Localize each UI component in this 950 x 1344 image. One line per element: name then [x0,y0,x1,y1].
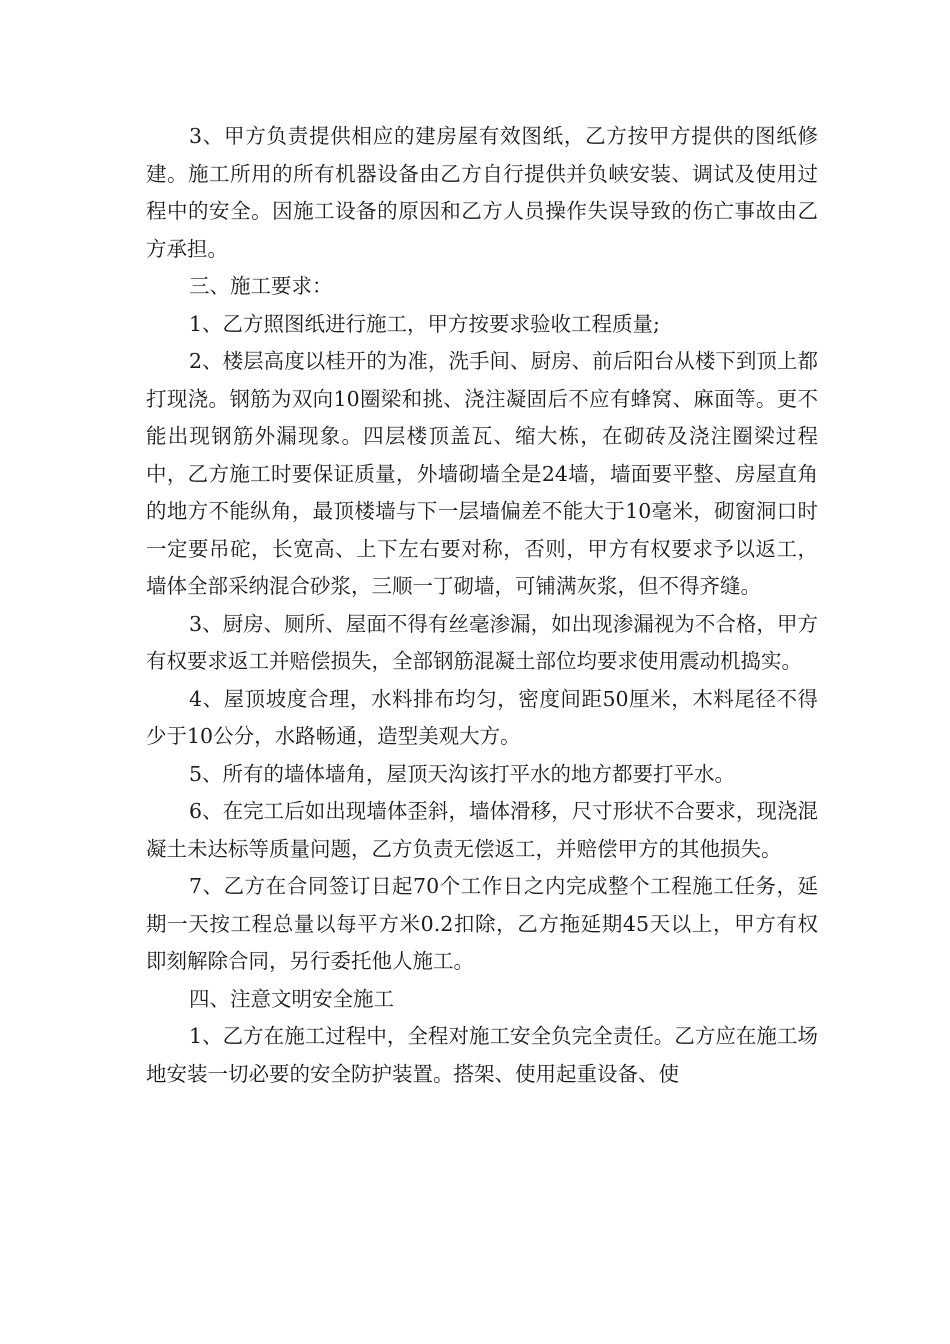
paragraph-requirement-1: 1、乙方照图纸进行施工，甲方按要求验收工程质量; [189,311,660,336]
paragraph-requirement-7: 7、乙方在合同签订日起70个工作日之内完成整个工程施工任务，延期一天按工程总量以每平方米0.2扣除，乙方拖延期45天以上，甲方有权即刻解除合同，另行委托他人施工。 [146,874,818,973]
paragraph-requirement-6: 6、在完工后如出现墙体歪斜，墙体滑移，尺寸形状不合要求，现浇混凝土未达标等质量问题，乙方负责无偿返工，并赔偿甲方的其他损失。 [146,799,818,861]
paragraph-requirement-5: 5、所有的墙体墙角，屋顶天沟该打平水的地方都要打平水。 [189,761,736,786]
section-heading-construction-requirements: 三、施工要求： [189,274,333,298]
paragraph-safety-1: 1、乙方在施工过程中，全程对施工安全负完全责任。乙方应在施工场地安装一切必要的安全防护装置。搭架、使用起重设备、使 [146,1024,818,1086]
section-heading-safety: 四、注意文明安全施工 [189,986,394,1011]
paragraph-requirement-3: 3、厨房、厕所、屋面不得有丝毫渗漏，如出现渗漏视为不合格，甲方有权要求返工并赔偿损失，全部钢筋混凝土部位均要求使用震动机捣实。 [146,611,818,673]
paragraph-requirement-2: 2、楼层高度以桂开的为准，洗手间、厨房、前后阳台从楼下到顶上都打现浇。钢筋为双向10圈梁和挑、浇注凝固后不应有蜂窝、麻面等。更不能出现钢筋外漏现象。四层楼顶盖瓦、缩大栋，在砌砖及浇注圈梁过程中，乙方施工时要保证质量，外墙砌墙全是24墙，墙面要平整、房屋直角的地方不能纵角，最顶楼墙与下一层墙偏差不能大于10毫米，砌窗洞口时一定要吊砣，长宽高、上下左右要对称，否则，甲方有权要求予以返工，墙体全部采纳混合砂浆，三顺一丁砌墙，可铺满灰浆，但不得齐缝。 [146,349,818,598]
paragraph-clause-3-drawings: 3、甲方负责提供相应的建房屋有效图纸，乙方按甲方提供的图纸修建。施工所用的所有机器设备由乙方自行提供并负峡安装、调试及使用过程中的安全。因施工设备的原因和乙方人员操作失误导致的伤亡事故由乙方承担。 [146,124,818,261]
paragraph-requirement-4: 4、屋顶坡度合理，水料排布均匀，密度间距50厘米，木料尾径不得少于10公分，水路畅通，造型美观大方。 [146,686,818,748]
document-body [146,118,818,1093]
